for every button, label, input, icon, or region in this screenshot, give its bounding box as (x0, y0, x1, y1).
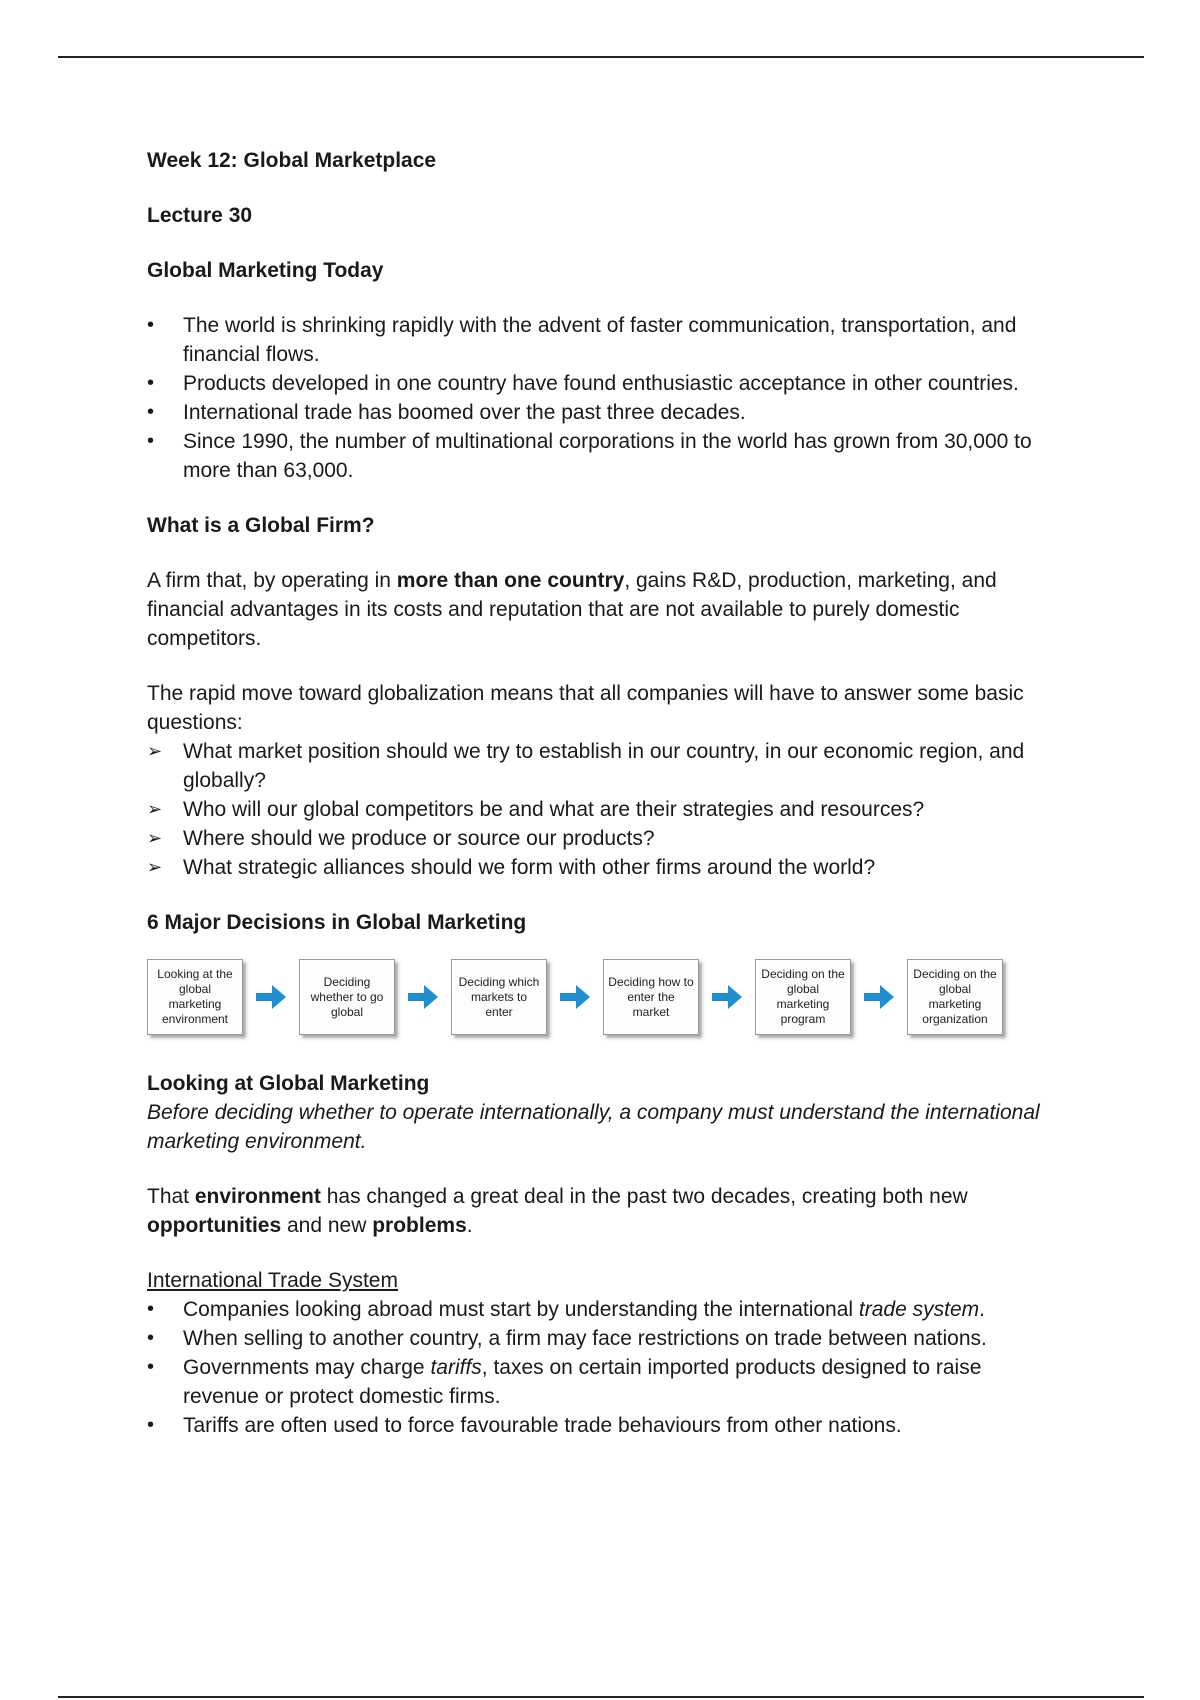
flow-arrow-icon (851, 959, 907, 1035)
global-firm-definition: A firm that, by operating in more than one country, gains R&D, production, marketing, and financial advantages in its costs and reputation that are not available to purely domestic competitors. (147, 569, 997, 650)
flow-step-box: Deciding which markets to enter (451, 959, 547, 1035)
bullet-marker: • (147, 401, 155, 423)
decisions-flow-diagram (147, 955, 1047, 1039)
list-item: ➢ What strategic alliances should we form with other firms around the world? (147, 853, 1047, 882)
flow-arrow-icon (547, 959, 603, 1035)
section-heading-global-marketing-today: Global Marketing Today (147, 259, 384, 282)
list-item: ➢ Where should we produce or source our products? (147, 824, 1047, 853)
bullet-marker: • (147, 372, 155, 394)
bullet-marker: • (147, 430, 155, 452)
list-item: • Tariffs are often used to force favourable trade behaviours from other nations. (147, 1411, 1047, 1440)
environment-paragraph: That environment has changed a great deal in the past two decades, creating both new opportunities and new problems. (147, 1185, 968, 1237)
document-body (147, 146, 1047, 1440)
flow-step-box: Deciding how to enter the market (603, 959, 699, 1035)
list-item: • Products developed in one country have found enthusiastic acceptance in other countries. (147, 369, 1047, 398)
section-heading-global-firm: What is a Global Firm? (147, 514, 375, 537)
flow-step-box: Deciding on the global marketing organization (907, 959, 1003, 1035)
environment-intro-italic: Before deciding whether to operate internationally, a company must understand the international marketing environment. (147, 1101, 1040, 1153)
subheading-trade-system: International Trade System (147, 1269, 398, 1292)
bottom-rule (58, 1696, 1144, 1698)
list-item: • Companies looking abroad must start by understanding the international trade system. (147, 1295, 1047, 1324)
globalization-intro: The rapid move toward globalization means that all companies will have to answer some basic questions: (147, 682, 1024, 734)
list-item: • Since 1990, the number of multinational corporations in the world has grown from 30,000 to more than 63,000. (147, 427, 1047, 485)
bullet-marker: • (147, 1298, 155, 1320)
section-heading-looking-at-global-marketing: Looking at Global Marketing (147, 1072, 430, 1095)
page-title: Week 12: Global Marketplace (147, 149, 437, 172)
top-rule (58, 56, 1144, 58)
flow-step-box: Looking at the global marketing environment (147, 959, 243, 1035)
basic-questions-list (147, 737, 1047, 882)
lecture-label: Lecture 30 (147, 204, 253, 227)
flow-arrow-icon (395, 959, 451, 1035)
bullet-marker: • (147, 1356, 155, 1378)
global-marketing-today-list (147, 311, 1047, 485)
list-item: • When selling to another country, a firm may face restrictions on trade between nations. (147, 1324, 1047, 1353)
flow-step-box: Deciding on the global marketing program (755, 959, 851, 1035)
bullet-marker: • (147, 1327, 155, 1349)
arrow-bullet-icon: ➢ (147, 799, 163, 819)
arrow-bullet-icon: ➢ (147, 741, 163, 761)
section-heading-six-decisions: 6 Major Decisions in Global Marketing (147, 911, 527, 934)
bullet-marker: • (147, 314, 155, 336)
list-item: • The world is shrinking rapidly with the advent of faster communication, transportation, and financial flows. (147, 311, 1047, 369)
list-item: ➢ What market position should we try to establish in our country, in our economic region, and globally? (147, 737, 1047, 795)
arrow-bullet-icon: ➢ (147, 828, 163, 848)
list-item: • Governments may charge tariffs, taxes on certain imported products designed to raise revenue or protect domestic firms. (147, 1353, 1047, 1411)
list-item: ➢ Who will our global competitors be and what are their strategies and resources? (147, 795, 1047, 824)
trade-system-list (147, 1295, 1047, 1440)
flow-arrow-icon (243, 959, 299, 1035)
list-item: • International trade has boomed over the past three decades. (147, 398, 1047, 427)
flow-step-box: Deciding whether to go global (299, 959, 395, 1035)
arrow-bullet-icon: ➢ (147, 857, 163, 877)
bullet-marker: • (147, 1414, 155, 1436)
flow-arrow-icon (699, 959, 755, 1035)
